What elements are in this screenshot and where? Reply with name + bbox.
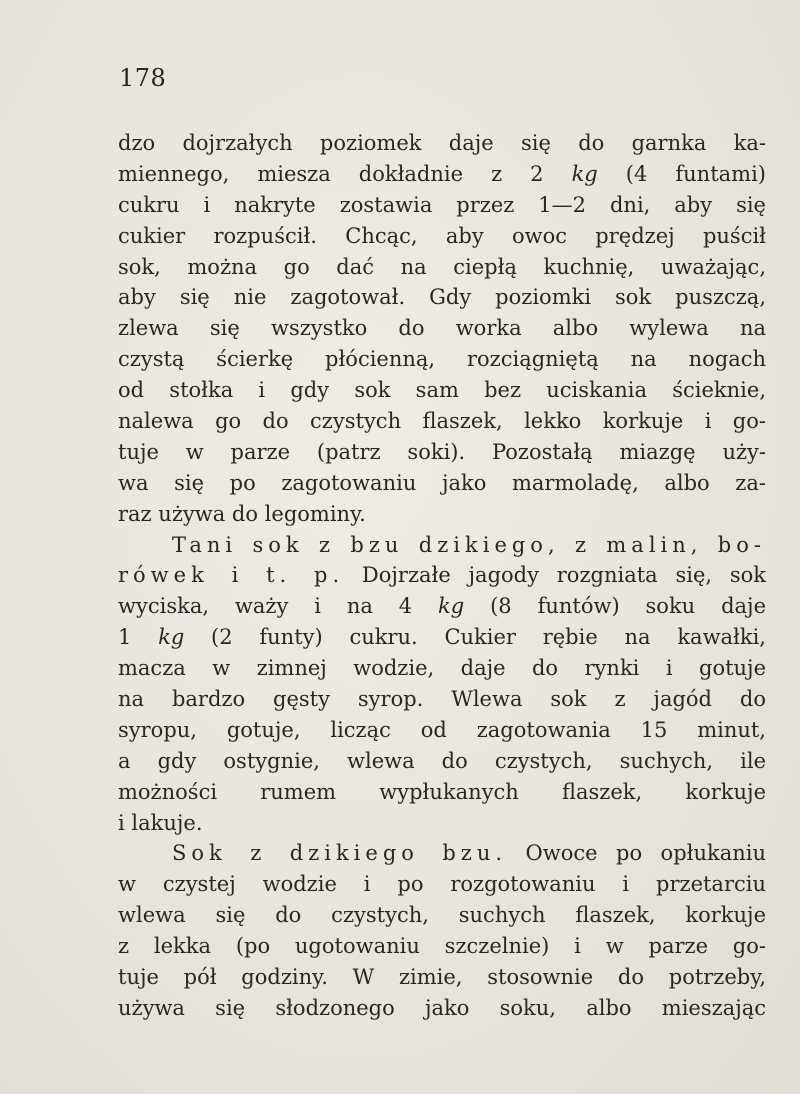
text-line xyxy=(118,252,766,283)
line-text: Owoce po opłukaniu xyxy=(507,841,766,866)
line-text: aby się nie zagotował. Gdy poziomki sok puszczą, xyxy=(118,285,766,310)
line-text: (2 funty) cukru. Cukier rębie na kawałki, xyxy=(184,625,766,650)
unit-text: kg xyxy=(571,161,598,186)
text-line xyxy=(118,499,766,530)
line-text: raz używa do legominy. xyxy=(118,501,366,526)
line-text: wyciska, waży i na 4 xyxy=(118,594,439,619)
text-line xyxy=(118,653,766,684)
text-line xyxy=(118,282,766,313)
text-line xyxy=(118,591,766,622)
line-text: macza w zimnej wodzie, daje do rynki i gotuje xyxy=(118,656,766,681)
line-text: Dojrzałe jagody rozgniata się, sok xyxy=(344,563,766,588)
line-text: miennego, miesza dokładnie z 2 xyxy=(118,161,572,186)
text-line xyxy=(118,993,766,1024)
text-line xyxy=(118,777,766,808)
text-line xyxy=(118,838,766,869)
text-line xyxy=(118,468,766,499)
text-line xyxy=(118,128,766,159)
section-heading: Tani sok z bzu dzikiego, z malin, bo- xyxy=(172,532,766,557)
text-line xyxy=(118,931,766,962)
text-line xyxy=(118,190,766,221)
line-text: cukier rozpuścił. Chcąc, aby owoc prędzej puścił xyxy=(118,223,766,248)
text-line xyxy=(118,715,766,746)
text-line xyxy=(118,159,766,190)
line-text: czystą ścierkę płócienną, rozciągniętą na nogach xyxy=(118,347,766,372)
page-number: 178 xyxy=(119,64,167,92)
line-text: wlewa się do czystych, suchych flaszek, korkuje xyxy=(118,903,766,928)
line-text: zlewa się wszystko do worka albo wylewa na xyxy=(118,316,766,341)
text-line xyxy=(118,962,766,993)
text-line xyxy=(118,313,766,344)
text-line xyxy=(118,406,766,437)
line-text: 1 xyxy=(118,625,159,650)
text-line xyxy=(118,869,766,900)
text-line xyxy=(118,746,766,777)
text-line xyxy=(118,344,766,375)
text-line xyxy=(118,530,766,561)
line-text: a gdy ostygnie, wlewa do czystych, suchych, ile xyxy=(118,748,766,773)
text-line xyxy=(118,437,766,468)
text-line xyxy=(118,808,766,839)
text-line xyxy=(118,375,766,406)
line-text: syropu, gotuje, licząc od zagotowania 15 minut, xyxy=(118,717,766,742)
body-text xyxy=(118,128,766,1024)
line-text: na bardzo gęsty syrop. Wlewa sok z jagód do xyxy=(118,687,766,712)
line-text: w czystej wodzie i po rozgotowaniu i przetarciu xyxy=(118,872,766,897)
line-text: od stołka i gdy sok sam bez uciskania ścieknie, xyxy=(118,378,766,403)
text-line xyxy=(118,221,766,252)
line-text: cukru i nakryte zostawia przez 1—2 dni, aby się xyxy=(118,192,766,217)
line-text: dzo dojrzałych poziomek daje się do garnka ka- xyxy=(118,131,766,155)
text-line xyxy=(118,900,766,931)
line-text: tuje pół godziny. W zimie, stosownie do potrzeby, xyxy=(118,965,766,990)
line-text: możności rumem wypłukanych flaszek, korkuje xyxy=(118,779,766,804)
line-text: sok, można go dać na ciepłą kuchnię, uważając, xyxy=(118,254,766,279)
line-text: (8 funtów) soku daje xyxy=(464,594,766,619)
line-text: tuje w parze (patrz soki). Pozostałą miazgę uży- xyxy=(118,439,766,464)
unit-text: kg xyxy=(158,625,185,650)
line-text: z lekka (po ugotowaniu szczelnie) i w parze go- xyxy=(118,934,766,959)
line-text: nalewa go do czystych flaszek, lekko korkuje i go- xyxy=(118,409,766,434)
line-text: wa się po zagotowaniu jako marmoladę, albo za- xyxy=(118,470,766,495)
unit-text: kg xyxy=(438,594,465,619)
text-line xyxy=(118,560,766,591)
text-line xyxy=(118,622,766,653)
line-text: (4 funtami) xyxy=(597,161,766,186)
section-heading: rówek i t. p. xyxy=(118,563,345,588)
line-text: używa się słodzonego jako soku, albo mieszając xyxy=(118,995,766,1020)
line-text: i lakuje. xyxy=(118,810,203,835)
text-line xyxy=(118,684,766,715)
section-heading: Sok z dzikiego bzu. xyxy=(172,841,508,866)
